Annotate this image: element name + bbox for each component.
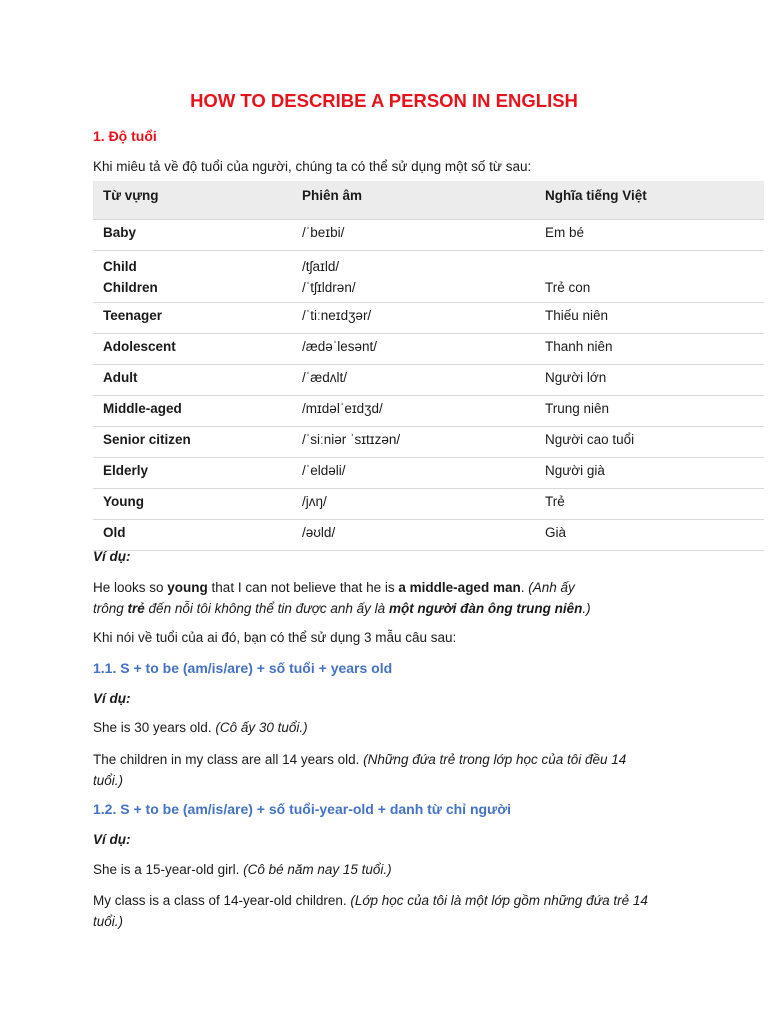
phonetic-cell: /mɪdəlˈeɪdʒd/ bbox=[292, 395, 535, 426]
meaning-cell: Người lớn bbox=[535, 364, 764, 395]
phonetic-cell: /ædəˈlesənt/ bbox=[292, 333, 535, 364]
example-text: She is a 15-year-old girl. bbox=[93, 862, 244, 877]
word-cell: Adolescent bbox=[93, 333, 292, 364]
example-bold: young bbox=[167, 580, 208, 595]
table-row bbox=[93, 519, 764, 550]
table-row bbox=[93, 302, 764, 333]
example-sentence bbox=[93, 720, 308, 735]
meaning-cell: Trung niên bbox=[535, 395, 764, 426]
table-row bbox=[93, 488, 764, 519]
table-row bbox=[93, 250, 764, 302]
meaning-cell: Thanh niên bbox=[535, 333, 764, 364]
table-row bbox=[93, 457, 764, 488]
table-row bbox=[93, 426, 764, 457]
phonetic-cell: /ˈtiːneɪdʒər/ bbox=[292, 302, 535, 333]
phonetic-cell bbox=[292, 250, 535, 302]
example-sentence bbox=[93, 749, 683, 791]
intro-patterns: Khi nói về tuổi của ai đó, bạn có thể sử dụng 3 mẫu câu sau: bbox=[93, 630, 457, 645]
example-translation: (Anh ấy bbox=[528, 580, 575, 595]
table-row bbox=[93, 395, 764, 426]
word-cell: Young bbox=[93, 488, 292, 519]
example-translation: tuổi.) bbox=[93, 773, 124, 788]
meaning-line: Trẻ con bbox=[545, 279, 591, 295]
word-cell: Middle-aged bbox=[93, 395, 292, 426]
header-phonetic: Phiên âm bbox=[292, 181, 535, 219]
example-text: She is 30 years old. bbox=[93, 720, 216, 735]
example-translation: .) bbox=[582, 601, 591, 616]
word-cell: Baby bbox=[93, 219, 292, 250]
word-line: Children bbox=[103, 279, 158, 295]
meaning-cell bbox=[535, 250, 764, 302]
example-translation-bold: một người đàn ông trung niên bbox=[388, 601, 583, 616]
word-cell: Senior citizen bbox=[93, 426, 292, 457]
header-vocab: Từ vựng bbox=[93, 181, 292, 219]
phonetic-cell: /əʊld/ bbox=[292, 519, 535, 550]
example-translation: (Những đứa trẻ trong lớp học của tôi đều 14 bbox=[363, 752, 627, 767]
table-header-row bbox=[93, 181, 764, 219]
example-text: . bbox=[520, 580, 529, 595]
meaning-cell: Người cao tuổi bbox=[535, 426, 764, 457]
section-heading-age: 1. Độ tuổi bbox=[93, 128, 157, 144]
header-meaning: Nghĩa tiếng Việt bbox=[535, 181, 764, 219]
table-row bbox=[93, 333, 764, 364]
meaning-cell: Người già bbox=[535, 457, 764, 488]
meaning-cell: Trẻ bbox=[535, 488, 764, 519]
table-row bbox=[93, 364, 764, 395]
meaning-cell: Em bé bbox=[535, 219, 764, 250]
word-line: Child bbox=[103, 258, 137, 274]
vocabulary-table bbox=[93, 181, 764, 551]
phonetic-cell: /ˈeldəli/ bbox=[292, 457, 535, 488]
example-text: that I can not believe that he is bbox=[207, 580, 399, 595]
example-paragraph bbox=[93, 577, 653, 619]
subheading-1-1: 1.1. S + to be (am/is/are) + số tuổi + years old bbox=[93, 660, 393, 676]
example-label: Ví dụ: bbox=[93, 691, 131, 706]
phonetic-cell: /ˈbeɪbi/ bbox=[292, 219, 535, 250]
meaning-line bbox=[545, 256, 764, 277]
phonetic-cell: /ˈsiːniər ˈsɪtɪzən/ bbox=[292, 426, 535, 457]
word-cell: Teenager bbox=[93, 302, 292, 333]
example-translation: (Cô bé năm nay 15 tuổi.) bbox=[243, 862, 392, 877]
example-translation-bold: trẻ bbox=[127, 601, 145, 616]
page-title: HOW TO DESCRIBE A PERSON IN ENGLISH bbox=[190, 90, 578, 111]
phonetic-line: /tʃaɪld/ bbox=[302, 258, 340, 274]
example-text: He looks so bbox=[93, 580, 168, 595]
phonetic-cell: /jʌŋ/ bbox=[292, 488, 535, 519]
word-cell bbox=[93, 250, 292, 302]
example-sentence bbox=[93, 890, 693, 932]
phonetic-line: /ˈtʃɪldrən/ bbox=[302, 279, 356, 295]
example-label: Ví dụ: bbox=[93, 549, 131, 564]
word-cell: Adult bbox=[93, 364, 292, 395]
example-translation: tuổi.) bbox=[93, 914, 124, 929]
example-text: The children in my class are all 14 years old. bbox=[93, 752, 364, 767]
example-label: Ví dụ: bbox=[93, 832, 131, 847]
example-translation: đến nỗi tôi không thể tin được anh ấy là bbox=[144, 601, 389, 616]
section-intro: Khi miêu tả về độ tuổi của người, chúng ta có thể sử dụng một số từ sau: bbox=[93, 159, 532, 174]
word-cell: Elderly bbox=[93, 457, 292, 488]
example-translation: (Lớp học của tôi là một lớp gồm những đứa trẻ 14 bbox=[350, 893, 648, 908]
example-text: My class is a class of 14-year-old children. bbox=[93, 893, 351, 908]
example-translation: trông bbox=[93, 601, 128, 616]
subheading-1-2: 1.2. S + to be (am/is/are) + số tuổi-year-old + danh từ chỉ người bbox=[93, 801, 512, 817]
example-translation: (Cô ấy 30 tuổi.) bbox=[215, 720, 308, 735]
word-cell: Old bbox=[93, 519, 292, 550]
phonetic-cell: /ˈædʌlt/ bbox=[292, 364, 535, 395]
table-row bbox=[93, 219, 764, 250]
example-bold: a middle-aged man bbox=[398, 580, 521, 595]
meaning-cell: Thiếu niên bbox=[535, 302, 764, 333]
example-sentence bbox=[93, 862, 392, 877]
meaning-cell: Già bbox=[535, 519, 764, 550]
